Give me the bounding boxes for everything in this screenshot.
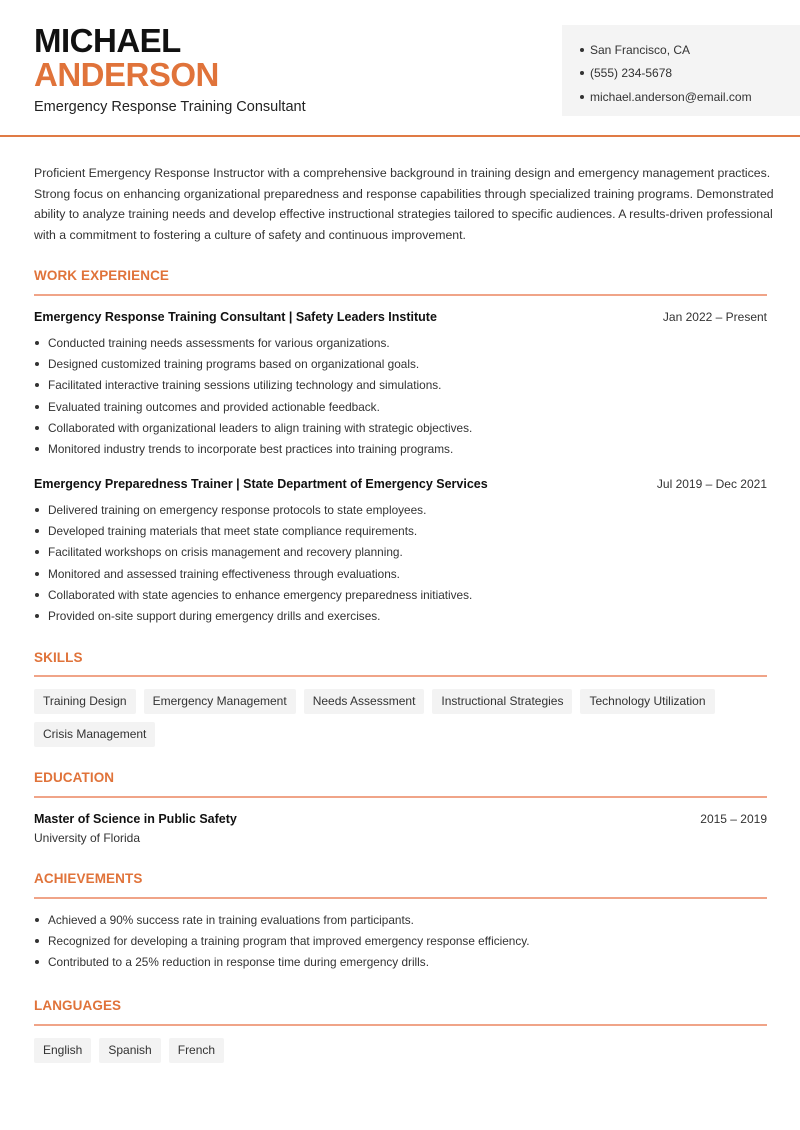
- contact-email[interactable]: [580, 85, 800, 109]
- list-item: Delivered training on emergency response protocols to state employees.: [34, 499, 472, 520]
- job-date: Jul 2019 – Dec 2021: [656, 477, 767, 491]
- skill-chip: Training Design: [34, 689, 136, 714]
- contact-phone-text: (555) 234-5678: [590, 66, 673, 81]
- list-item: Provided on-site support during emergency drills and exercises.: [34, 605, 472, 626]
- languages-list: [34, 1038, 774, 1063]
- contact-phone: [580, 62, 800, 86]
- language-chip: Spanish: [99, 1038, 160, 1063]
- job-bullets: [34, 499, 472, 627]
- section-divider: [34, 1024, 767, 1026]
- skills-list: [34, 689, 774, 747]
- list-item: Facilitated interactive training sessions utilizing technology and simulations.: [34, 375, 472, 396]
- bullet-icon: [580, 48, 584, 52]
- bullet-icon: [35, 405, 39, 409]
- bullet-icon: [35, 362, 39, 366]
- section-divider: [34, 294, 767, 296]
- list-item: Collaborated with organizational leaders to align training with strategic objectives.: [34, 417, 472, 438]
- resume-header: [0, 0, 800, 137]
- skill-chip: Instructional Strategies: [432, 689, 572, 714]
- achievements-list: [34, 909, 530, 973]
- bullet-icon: [35, 383, 39, 387]
- language-chip: French: [169, 1038, 224, 1063]
- list-item: Facilitated workshops on crisis management and recovery planning.: [34, 542, 472, 563]
- skill-chip: Technology Utilization: [580, 689, 714, 714]
- section-divider: [34, 675, 767, 677]
- bullet-icon: [35, 550, 39, 554]
- bullet-icon: [35, 614, 39, 618]
- bullet-icon: [35, 572, 39, 576]
- headline: Emergency Response Training Consultant: [34, 99, 306, 115]
- education-date: 2015 – 2019: [700, 812, 767, 826]
- bullet-icon: [580, 95, 584, 99]
- skill-chip: Crisis Management: [34, 722, 155, 747]
- contact-email-link[interactable]: michael.anderson@email.com: [590, 89, 752, 104]
- contact-location-text: San Francisco, CA: [590, 42, 691, 57]
- section-divider: [34, 897, 767, 899]
- job-title: Emergency Preparedness Trainer | State Department of Emergency Services: [34, 477, 488, 491]
- first-name: MICHAEL: [34, 22, 181, 59]
- languages-heading: LANGUAGES: [34, 998, 122, 1013]
- list-item: Contributed to a 25% reduction in response time during emergency drills.: [34, 952, 530, 973]
- job-bullets: [34, 332, 472, 460]
- bullet-icon: [35, 939, 39, 943]
- bullet-icon: [35, 426, 39, 430]
- job-date: Jan 2022 – Present: [662, 310, 767, 324]
- list-item: Monitored and assessed training effectiveness through evaluations.: [34, 563, 472, 584]
- contact-location: [580, 38, 800, 62]
- list-item: Achieved a 90% success rate in training evaluations from participants.: [34, 909, 530, 930]
- bullet-icon: [35, 529, 39, 533]
- list-item: Recognized for developing a training program that improved emergency response efficiency.: [34, 930, 530, 951]
- section-divider: [34, 796, 767, 798]
- education-school: University of Florida: [34, 831, 141, 845]
- bullet-icon: [35, 593, 39, 597]
- language-chip: English: [34, 1038, 91, 1063]
- list-item: Monitored industry trends to incorporate best practices into training programs.: [34, 438, 472, 459]
- skill-chip: Emergency Management: [144, 689, 296, 714]
- bullet-icon: [35, 508, 39, 512]
- list-item: Evaluated training outcomes and provided actionable feedback.: [34, 396, 472, 417]
- bullet-icon: [35, 960, 39, 964]
- last-name: ANDERSON: [34, 56, 219, 93]
- bullet-icon: [35, 447, 39, 451]
- list-item: Designed customized training programs based on organizational goals.: [34, 353, 472, 374]
- list-item: Conducted training needs assessments for various organizations.: [34, 332, 472, 353]
- bullet-icon: [580, 71, 584, 75]
- list-item: Collaborated with state agencies to enhance emergency preparedness initiatives.: [34, 584, 472, 605]
- job-title: Emergency Response Training Consultant | Safety Leaders Institute: [34, 310, 437, 324]
- achievements-heading: ACHIEVEMENTS: [34, 871, 143, 886]
- skill-chip: Needs Assessment: [304, 689, 425, 714]
- summary-paragraph: Proficient Emergency Response Instructor with a comprehensive background in training design and emergency management practices. Strong focus on enhancing organizational preparedness and response capabilities through specialized training programs. Demonstrated ability to analyze training needs and develop effective instructional strategies tailored to specific audiences. A results-driven professional with a commitment to fostering a culture of safety and continuous improvement.: [34, 166, 774, 243]
- work-experience-heading: WORK EXPERIENCE: [34, 268, 170, 283]
- bullet-icon: [35, 918, 39, 922]
- education-heading: EDUCATION: [34, 770, 115, 785]
- contact-box: [562, 25, 800, 116]
- skills-heading: SKILLS: [34, 650, 83, 665]
- education-degree: Master of Science in Public Safety: [34, 812, 237, 826]
- bullet-icon: [35, 341, 39, 345]
- list-item: Developed training materials that meet state compliance requirements.: [34, 520, 472, 541]
